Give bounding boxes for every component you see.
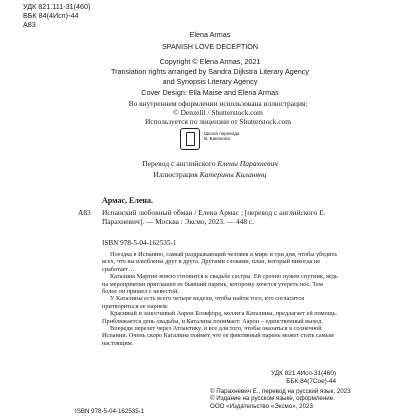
udk-code: УДК 821.111-31(460)	[23, 2, 91, 11]
original-copyright: Copyright © Elena Armas, 2021	[159, 57, 261, 66]
original-author: Elena Armas	[189, 30, 231, 39]
copyright-line-1: © Парахневич Е., перевод на русский язык, 2023	[210, 388, 351, 395]
annotation-paragraph: Красивый и заносчивый Аарон Блэкфорд, коллега Каталины, предлагает ей помощь. Приближается день свадьбы, и Каталина понимает: Аарон – единственный выход.	[102, 310, 338, 325]
biblio-description: Испанский любовный обман / Елена Армас ; [перевод с английского Е. Парахневич]. — Москва : Эксмо, 2023. — 448 с.	[102, 208, 326, 227]
illustration-line-2: © Denzelll / Shutterstock.com	[173, 108, 263, 117]
translator-name: Елены Парахневич	[217, 159, 278, 168]
bottom-copyright	[210, 388, 351, 410]
illustrator-prefix: Иллюстрация	[153, 170, 200, 179]
annotation-paragraph: Каталина Мартин вовсю готовится к свадьбе сестры. Ей срочно нужен спутник, ведь на мероприятии приглашен ее бывший парень, которому хочется утереть нос. Тем более он пришел с невестой.	[102, 273, 338, 296]
author-code: А83	[23, 20, 36, 29]
bottom-udk: УДК 821.4Исп-31(460)	[271, 370, 336, 377]
logo-text-line-2: В. Баканова	[204, 136, 230, 142]
illustration-credits	[118, 99, 318, 126]
rights-line-1: Translation rights arranged by Sandra Dijkstra Literary Agency	[111, 67, 309, 76]
annotation	[102, 251, 338, 347]
illustration-line-1: Во внутреннем оформлении использована иллюстрация:	[128, 99, 308, 108]
annotation-paragraph: Впереди перелет через Атлантику, и все для того, чтобы оказаться в солнечной Испании. Очень скоро Каталина поймет, что ее фиктивный парень может стать самым настоящим.	[102, 325, 334, 347]
biblio-isbn: ISBN 978-5-04-162535-1	[102, 239, 177, 247]
cover-design: Cover Design: Ella Maise and Elena Armas	[141, 88, 279, 97]
illustrator-name: Катерины Киланянц	[199, 170, 267, 179]
biblio-author-heading: Армас, Елена.	[102, 196, 154, 205]
logo-text-line-1: Школа перевода	[204, 131, 240, 136]
logo-text	[204, 131, 244, 142]
illustration-line-3: Используется по лицензии от Shutterstock.com	[145, 117, 291, 126]
bottom-classification	[271, 370, 336, 385]
top-classification	[23, 2, 90, 29]
original-title: SPANISH LOVE DECEPTION	[161, 42, 259, 51]
annotation-paragraph: У Каталины есть всего четыре недели, чтобы найти того, кто согласится притвориться ее парнем.	[102, 295, 305, 310]
annotation-paragraph: Поездка в Испанию, самый раздражающий человек в мире и три дня, чтобы убедить всех, что вы влюблены друг в друга. Другими словами, план, который никогда не сработает…	[102, 251, 338, 273]
copyright-line-3: ООО «Издательство «Эксмо», 2023	[210, 402, 313, 410]
copyright-line-2: © Издание на русском языке, оформление.	[210, 395, 335, 403]
bottom-bbk: ББК 84(7Сое)-44	[286, 377, 336, 385]
school-of-translation-logo-icon	[180, 128, 200, 150]
biblio-code: А83	[78, 208, 91, 217]
bottom-isbn: ISBN 978-5-04-162535-1	[75, 408, 145, 415]
bbk-code: ББК 84(4Исп)-44	[23, 11, 79, 20]
translator-prefix: Перевод с английского	[142, 159, 218, 168]
translator-credit	[0, 159, 420, 168]
rights-line-2: and Synopsis Literary Agency	[162, 77, 258, 86]
illustrator-credit	[0, 170, 420, 179]
